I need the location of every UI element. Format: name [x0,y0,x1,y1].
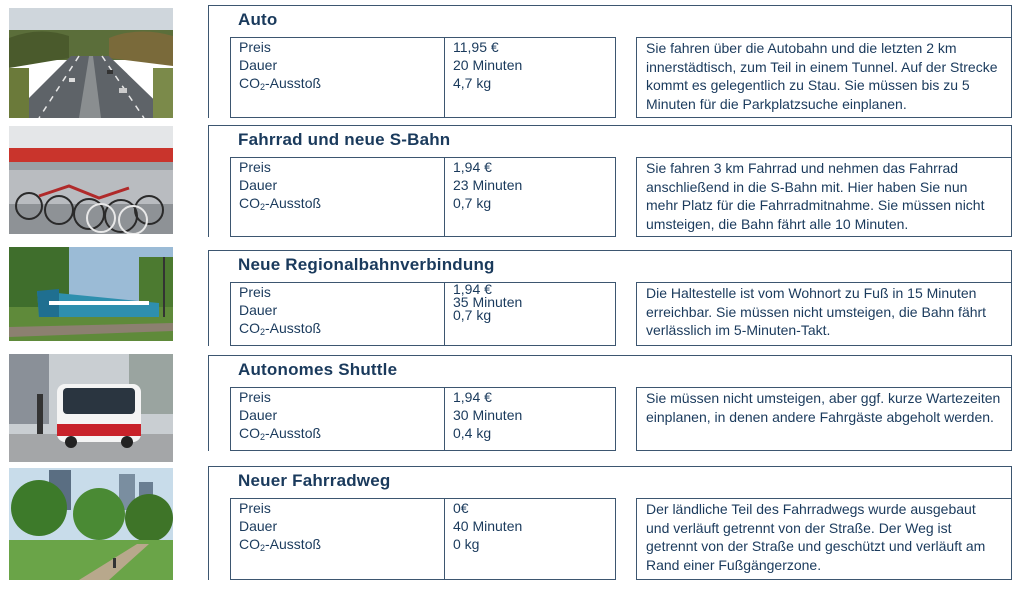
duration-value: 30 Minuten [453,407,523,423]
price-value: 0€ [453,500,469,516]
duration-label: Dauer [239,177,278,193]
co2-value: 0,7 kg [453,307,492,323]
option-description: Sie fahren über die Autobahn und die letzten 2 km innerstädtisch, zum Teil in einem Tunnel. Auf der Strecke kommt es gelegentlich zu Stau. Sie müssen bis zu 5 Minuten für die Parkplatzsuche einplanen. [636,37,1012,118]
duration-value: 35 Minuten [453,294,523,310]
option-card-regional-train [208,250,1012,346]
option-title: Fahrrad und neue S-Bahn [238,130,451,149]
co2-value: 0,4 kg [453,425,492,441]
highway-photo [9,8,173,118]
stats-labels [239,158,321,216]
duration-label: Dauer [239,302,278,318]
stats-labels [239,283,321,341]
price-label: Preis [239,389,271,405]
duration-label: Dauer [239,407,278,423]
bike-parking-photo [9,126,173,234]
duration-value: 40 Minuten [453,518,523,534]
option-card-auto [208,5,1012,118]
co2-label: $CO_2$-Ausstoß [239,75,322,92]
stats-labels [239,499,321,557]
co2-label: $CO_2$-Ausstoß [239,195,322,212]
stats-divider [444,283,445,345]
price-value: 1,94 € [453,281,492,297]
stats-labels [239,38,321,96]
stats-values [453,158,522,212]
option-card-bike-sbahn [208,125,1012,237]
price-label: Preis [239,500,271,516]
stats-divider [444,499,445,579]
stats-values [453,38,522,92]
stats-values [453,499,522,553]
duration-label: Dauer [239,57,278,73]
option-card-autonomous-shuttle [208,355,1012,451]
stats-box [230,498,616,580]
stats-values [453,283,522,322]
price-label: Preis [239,284,271,300]
co2-value: 0 kg [453,536,480,552]
regional-train-photo [9,247,173,341]
price-value: 1,94 € [453,159,492,175]
stats-box [230,37,616,118]
duration-value: 23 Minuten [453,177,523,193]
duration-label: Dauer [239,518,278,534]
option-card-bike-path [208,466,1012,580]
price-value: 1,94 € [453,389,492,405]
autonomous-shuttle-photo [9,354,173,462]
co2-value: 4,7 kg [453,75,492,91]
stats-values [453,388,522,442]
stats-box [230,157,616,237]
option-title: Auto [238,10,278,29]
co2-label: $CO_2$-Ausstoß [239,320,322,337]
stats-divider [444,388,445,450]
price-label: Preis [239,159,271,175]
co2-value: 0,7 kg [453,195,492,211]
option-description: Sie fahren 3 km Fahrrad und nehmen das Fahrrad anschließend in die S-Bahn mit. Hier haben Sie nun mehr Platz für die Fahrradmitnahme. Sie müssen nicht umsteigen, die Bahn fährt alle 10 Minuten. [636,157,1012,237]
stats-labels [239,388,321,446]
option-description: Sie müssen nicht umsteigen, aber ggf. kurze Wartezeiten einplanen, in denen andere Fahrgäste abgeholt werden. [636,387,1012,451]
duration-value: 20 Minuten [453,57,523,73]
stats-box [230,282,616,346]
co2-label: $CO_2$-Ausstoß [239,425,322,442]
option-title: Neuer Fahrradweg [238,471,391,490]
option-title: Autonomes Shuttle [238,360,398,379]
stats-divider [444,158,445,236]
option-description: Die Haltestelle ist vom Wohnort zu Fuß in 15 Minuten erreichbar. Sie müssen nicht umsteigen, die Bahn fährt verlässlich im 5-Minuten-Takt. [636,282,1012,346]
stats-box [230,387,616,451]
price-label: Preis [239,39,271,55]
price-value: 11,95 € [453,39,499,55]
bike-path-park-photo [9,468,173,580]
stats-divider [444,38,445,117]
option-title: Neue Regionalbahnverbindung [238,255,495,274]
co2-label: $CO_2$-Ausstoß [239,536,322,553]
option-description: Der ländliche Teil des Fahrradwegs wurde ausgebaut und verläuft getrennt von der Straße. Der Weg ist getrennt von der Straße und geschützt und verläuft am Rand einer Fußgängerzone. [636,498,1012,580]
